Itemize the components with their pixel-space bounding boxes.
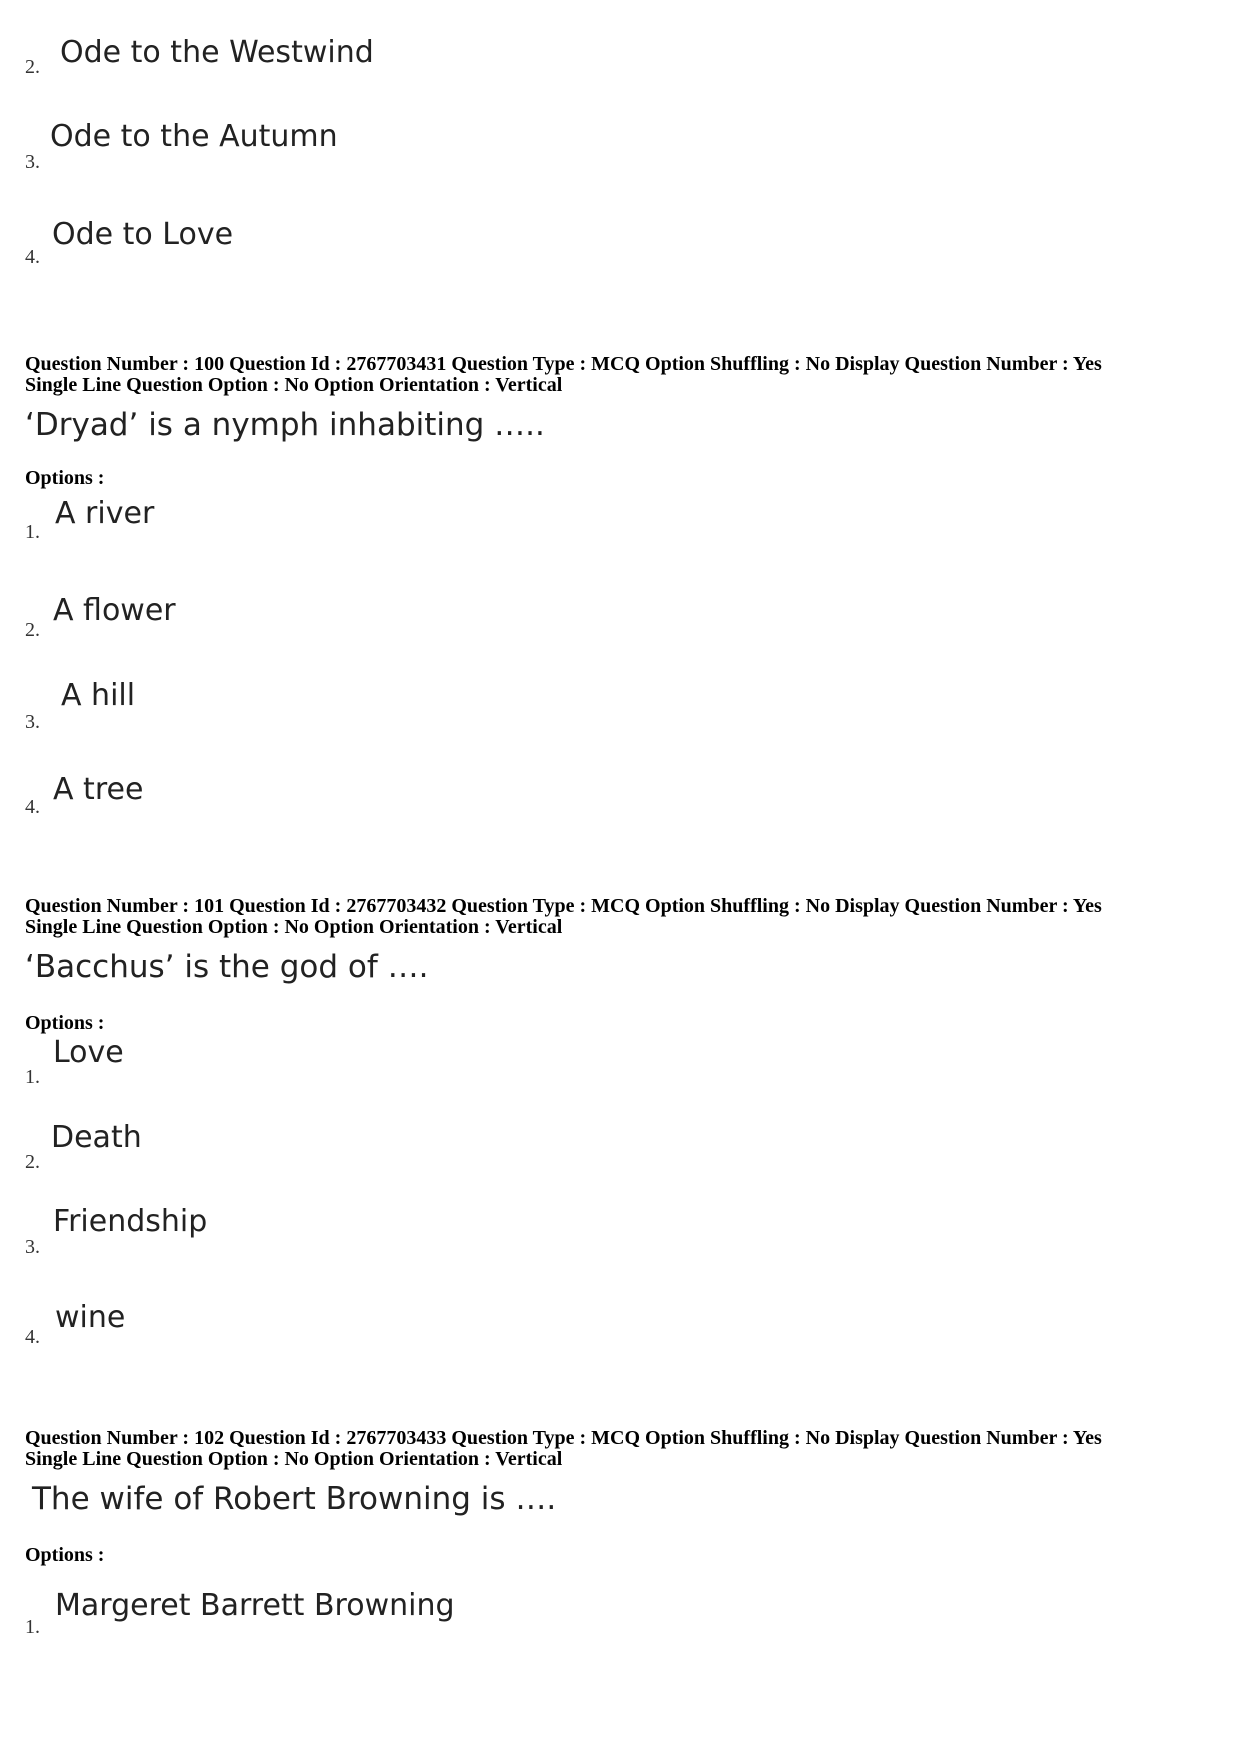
option-number: 1. xyxy=(25,1616,40,1638)
option-number: 2. xyxy=(25,56,40,78)
option-item xyxy=(25,115,625,175)
option-number: 4. xyxy=(25,246,40,268)
option-item xyxy=(25,760,625,820)
option-text: A flower xyxy=(53,593,176,628)
option-item xyxy=(25,1580,725,1640)
option-item xyxy=(25,1290,625,1350)
option-text: Love xyxy=(53,1035,124,1070)
options-label: Options : xyxy=(25,1012,105,1034)
question-meta-line2: Single Line Question Option : No Option Orientation : Vertical xyxy=(25,916,563,938)
option-number: 2. xyxy=(25,619,40,641)
option-text: A river xyxy=(55,496,155,531)
option-number: 4. xyxy=(25,796,40,818)
question-meta-line2: Single Line Question Option : No Option Orientation : Vertical xyxy=(25,1448,563,1470)
option-number: 2. xyxy=(25,1151,40,1173)
question-meta-line1: Question Number : 102 Question Id : 2767703433 Question Type : MCQ Option Shuffling : No Display Question Number : Yes xyxy=(25,1427,1102,1449)
option-text: Death xyxy=(51,1120,142,1155)
question-meta-line1: Question Number : 100 Question Id : 2767703431 Question Type : MCQ Option Shuffling : No Display Question Number : Yes xyxy=(25,353,1102,375)
option-item xyxy=(25,485,625,545)
option-text: Friendship xyxy=(53,1204,208,1239)
question-meta-line1: Question Number : 101 Question Id : 2767703432 Question Type : MCQ Option Shuffling : No Display Question Number : Yes xyxy=(25,895,1102,917)
option-text: Ode to Love xyxy=(52,217,234,252)
option-number: 1. xyxy=(25,1066,40,1088)
option-item xyxy=(25,1200,625,1260)
option-item xyxy=(25,675,625,735)
option-text: wine xyxy=(55,1300,126,1335)
option-text: A hill xyxy=(61,678,136,713)
question-text: The wife of Robert Browning is …. xyxy=(32,1481,557,1517)
question-meta-line2: Single Line Question Option : No Option Orientation : Vertical xyxy=(25,374,563,396)
option-number: 1. xyxy=(25,521,40,543)
option-number: 3. xyxy=(25,711,40,733)
option-text: Margeret Barrett Browning xyxy=(55,1588,455,1623)
option-item xyxy=(25,583,625,643)
option-item xyxy=(25,210,625,270)
option-number: 4. xyxy=(25,1326,40,1348)
question-text: ‘Bacchus’ is the god of …. xyxy=(25,949,429,985)
options-label: Options : xyxy=(25,467,105,489)
question-text: ‘Dryad’ is a nymph inhabiting ….. xyxy=(25,407,545,443)
option-text: Ode to the Autumn xyxy=(50,119,338,154)
option-number: 3. xyxy=(25,1236,40,1258)
option-item xyxy=(25,20,625,80)
option-text: Ode to the Westwind xyxy=(60,35,374,70)
option-text: A tree xyxy=(53,772,144,807)
option-item xyxy=(25,1115,625,1175)
options-label: Options : xyxy=(25,1544,105,1566)
option-number: 3. xyxy=(25,151,40,173)
option-item xyxy=(25,1030,625,1090)
